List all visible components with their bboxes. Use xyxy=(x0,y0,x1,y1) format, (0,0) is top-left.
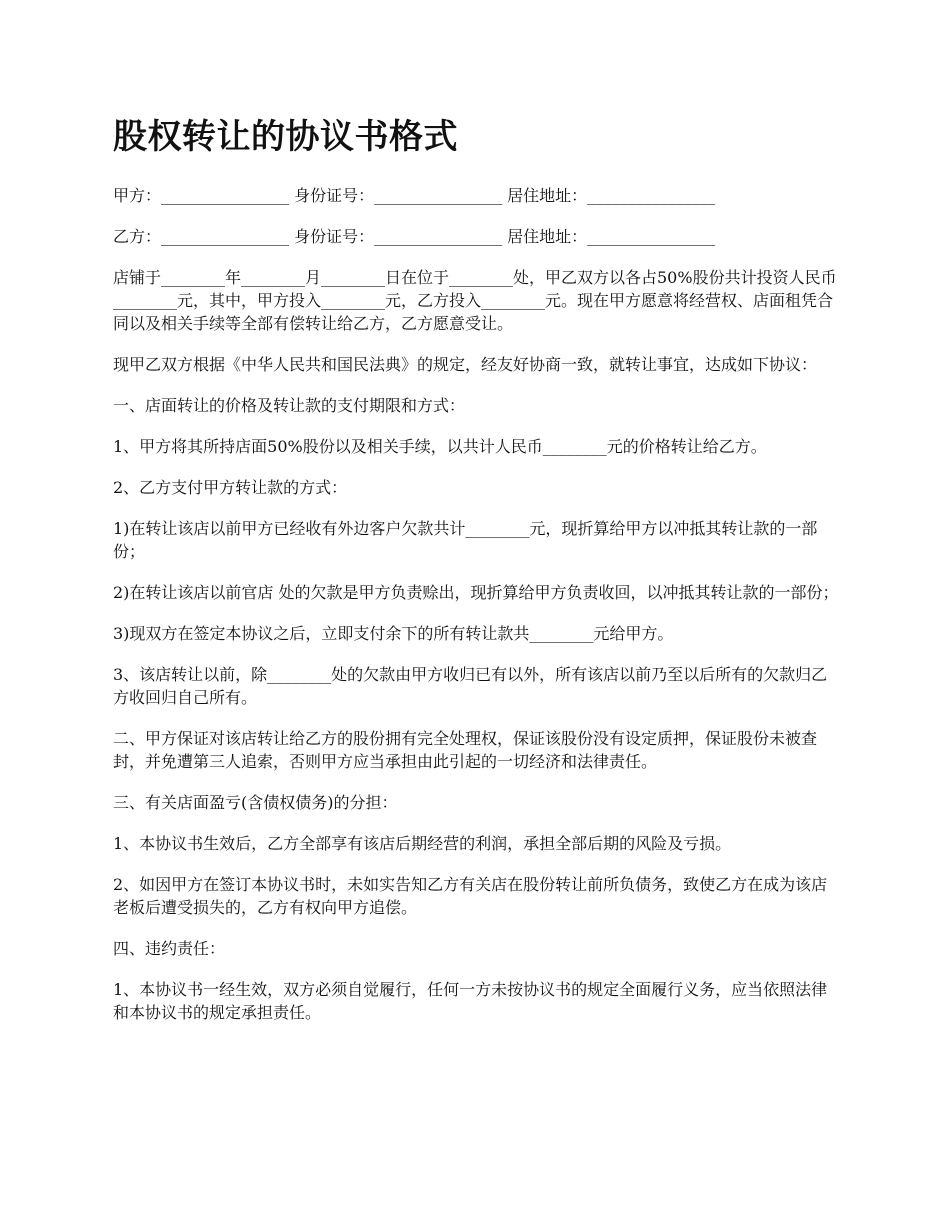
clause-3-2: 2、如因甲方在签订本协议书时，未如实告知乙方有关店在股份转让前所负债务，致使乙方在成为该店老板后遭受损失的，乙方有权向甲方追偿。 xyxy=(113,875,828,917)
clause-4-1: 1、本协议书一经生效，双方必须自觉履行，任何一方未按协议书的规定全面履行义务，应当依照法律和本协议书的规定承担责任。 xyxy=(113,980,828,1022)
clause-1-3: 3、该店转让以前，除________处的欠款由甲方收归已有以外，所有该店以前乃至以后所有的欠款归乙方收回归自己所有。 xyxy=(113,665,828,707)
section-1-heading: 一、店面转让的价格及转让款的支付期限和方式： xyxy=(113,396,466,415)
shop-background-paragraph: 店铺于________年________月________日在位于________处，甲乙双方以各占50%股份共计投资人民币________元，其中，甲方投入________元，乙方投入________元。现在甲方愿意将经营权、店面租凭合同以及相关手续等全部有偿转让给乙方，乙方愿意受让。 xyxy=(113,268,837,333)
clause-1-2-b: 2)在转让该店以前官店 处的欠款是甲方负责赊出，现折算给甲方负责收回，以冲抵其转让款的一部份； xyxy=(113,583,839,602)
clause-3-1: 1、本协议书生效后，乙方全部享有该店后期经营的利润，承担全部后期的风险及亏损。 xyxy=(113,834,732,853)
party-b-line: 乙方：________________ 身份证号：________________ 居住地址：________________ xyxy=(113,227,716,246)
clause-1-1: 1、甲方将其所持店面50%股份以及相关手续，以共计人民币________元的价格转让给乙方。 xyxy=(113,437,767,456)
clause-1-2: 2、乙方支付甲方转让款的方式： xyxy=(113,478,348,497)
party-a-line: 甲方：________________ 身份证号：________________ 居住地址：________________ xyxy=(113,186,716,205)
document-title: 股权转让的协议书格式 xyxy=(113,117,458,157)
section-2-paragraph: 二、甲方保证对该店转让给乙方的股份拥有完全处理权，保证该股份没有设定质押，保证股份未被查封，并免遭第三人追索，否则甲方应当承担由此引起的一切经济和法律责任。 xyxy=(113,729,818,771)
clause-1-2-c: 3)现双方在签定本协议之后，立即支付余下的所有转让款共________元给甲方。 xyxy=(113,624,674,643)
clause-1-2-a: 1)在转让该店以前甲方已经收有外边客户欠款共计________元，现折算给甲方以冲抵其转让款的一部份； xyxy=(113,519,818,561)
agreement-intro-paragraph: 现甲乙双方根据《中华人民共和国民法典》的规定，经友好协商一致，就转让事宜，达成如下协议： xyxy=(113,355,818,374)
section-4-heading: 四、违约责任： xyxy=(113,939,226,958)
document-page xyxy=(113,110,839,1042)
section-3-heading: 三、有关店面盈亏(含债权债务)的分担： xyxy=(113,793,398,812)
